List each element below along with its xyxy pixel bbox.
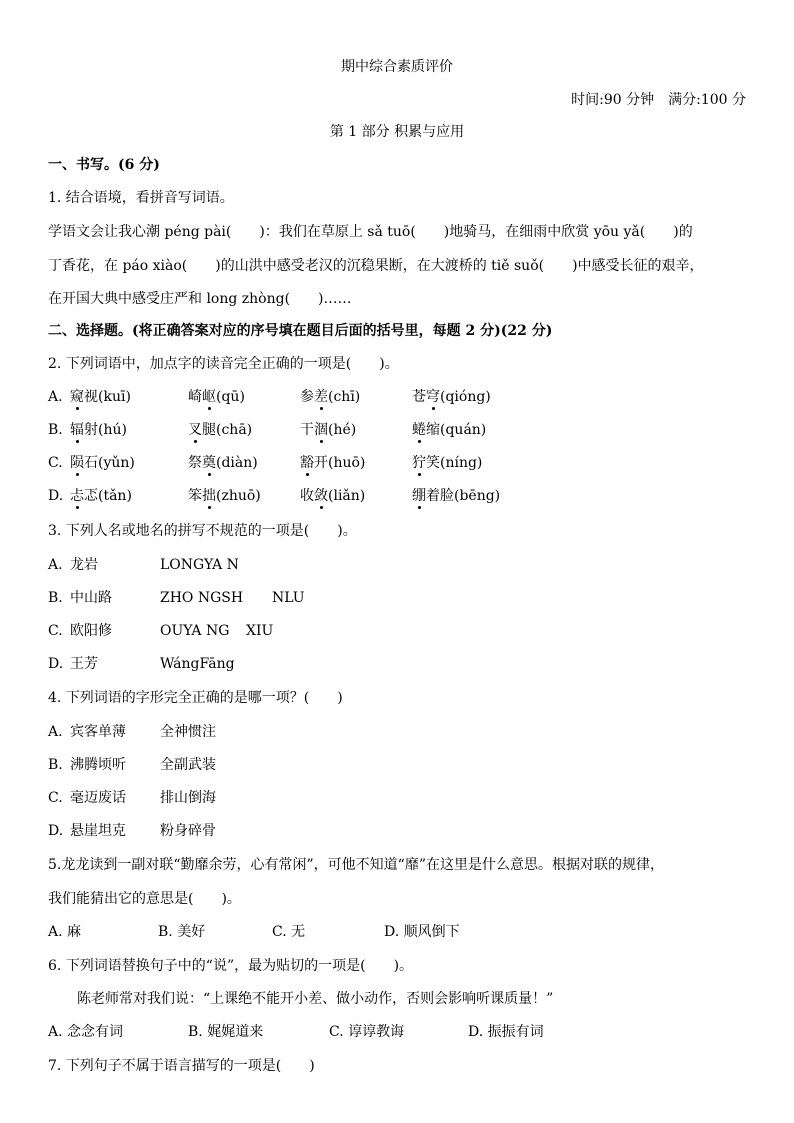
- option-text: 谆谆教诲: [348, 1024, 405, 1040]
- dotted-char: 蜷: [412, 422, 426, 438]
- place-name: 龙岩: [70, 557, 98, 573]
- section-1-title: 一、书写。(6 分): [48, 157, 160, 173]
- word-rest: 着脸(bēng): [426, 488, 501, 504]
- person-name: 王芳: [70, 656, 98, 672]
- option-label: D.: [384, 924, 400, 940]
- dotted-char: 豁: [300, 455, 314, 471]
- q2-d-word-4: [412, 486, 500, 506]
- option-label: B.: [158, 924, 173, 940]
- page-title: 期中综合素质评价: [341, 59, 453, 75]
- word-rest: 忑(tǎn): [84, 488, 132, 504]
- option-label: A.: [48, 724, 63, 740]
- word-rest: (liǎn): [328, 488, 366, 504]
- q2-d-word-1: [70, 486, 132, 506]
- option-text: 美好: [177, 924, 206, 940]
- q6-stem: 6. 下列词语替换句子中的“说”，最为贴切的一项是( )。: [48, 958, 414, 974]
- dotted-char: 窥: [70, 389, 84, 405]
- option-label: C.: [272, 924, 287, 940]
- q5-option-c[interactable]: [272, 922, 305, 942]
- option-label: B.: [188, 1024, 203, 1040]
- option-label: D.: [468, 1024, 484, 1040]
- q2-c-word-1: [70, 453, 135, 473]
- pinyin-spelling-extra: XIU: [246, 623, 274, 639]
- q2-c-word-4: [412, 453, 482, 473]
- option-label: A.: [48, 389, 63, 405]
- option-label: A.: [48, 557, 63, 573]
- q2-a-word-4: [412, 387, 491, 407]
- phrase-1: 毫迈废话: [70, 790, 126, 806]
- q2-b-word-2: [188, 420, 252, 440]
- phrase-1: 悬崖坦克: [70, 823, 126, 839]
- q2-d-word-2: [188, 486, 261, 506]
- phrase-1: 沸腾顷听: [70, 757, 126, 773]
- phrase-1: 宾客单薄: [70, 724, 126, 740]
- dotted-char: 陨: [70, 455, 84, 471]
- word-pre: 收: [300, 488, 314, 504]
- dotted-char: 岖: [202, 389, 216, 405]
- q7-stem: 7. 下列句子不属于语言描写的一项是( ): [48, 1058, 315, 1074]
- option-label: B.: [48, 422, 63, 438]
- option-label: D.: [48, 656, 64, 672]
- word-pre: 崎: [188, 389, 202, 405]
- word-rest: 腿(chā): [202, 422, 253, 438]
- q1-line-1: 学语文会让我心潮 péng pài( )：我们在草原上 sǎ tuō( )地骑马，在细雨中欣赏 yōu yǎ( )的: [48, 224, 693, 240]
- q2-d-word-3: [300, 486, 365, 506]
- word-pre: 笨: [188, 488, 202, 504]
- q4-stem: 4. 下列词语的字形完全正确的是哪一项？( ): [48, 690, 343, 706]
- word-pre: 苍: [412, 389, 426, 405]
- pinyin-spelling: WángFāng: [160, 656, 235, 672]
- dotted-char: 奠: [202, 455, 216, 471]
- q5-stem-line-2: 我们能猜出它的意思是( )。: [48, 891, 241, 907]
- person-name: 欧阳修: [70, 623, 112, 639]
- option-label: C.: [48, 623, 63, 639]
- option-text: 念念有词: [67, 1024, 124, 1040]
- option-label: D.: [48, 823, 64, 839]
- option-label: B.: [48, 757, 63, 773]
- word-rest: (qióng): [440, 389, 491, 405]
- q1-stem: 1. 结合语境，看拼音写词语。: [48, 190, 234, 206]
- option-label: C.: [48, 455, 63, 471]
- q5-option-b[interactable]: [158, 922, 205, 942]
- dotted-char: 叉: [188, 422, 202, 438]
- dotted-char: 绷: [412, 488, 426, 504]
- pinyin-spelling-extra: NLU: [272, 590, 305, 606]
- q6-option-b[interactable]: [188, 1022, 263, 1042]
- word-rest: (zhuō): [216, 488, 261, 504]
- phrase-2: 全副武装: [160, 757, 216, 773]
- option-label: A.: [48, 924, 63, 940]
- option-label: C.: [329, 1024, 344, 1040]
- dotted-char: 拙: [202, 488, 216, 504]
- dotted-char: 涸: [314, 422, 328, 438]
- option-text: 麻: [67, 924, 82, 940]
- q6-option-d[interactable]: [468, 1022, 544, 1042]
- option-text: 振振有词: [487, 1024, 544, 1040]
- q2-b-word-1: [70, 420, 127, 440]
- pinyin-spelling: LONGYA N: [160, 557, 239, 573]
- q5-stem-line-1: 5.龙龙读到一副对联“勤靡余劳，心有常闲”，可他不知道“靡”在这里是什么意思。根据对联的规律，: [48, 857, 664, 873]
- q5-option-a[interactable]: [48, 922, 81, 942]
- phrase-2: 全神惯注: [160, 724, 216, 740]
- q6-quote: 陈老师常对我们说：“上课绝不能开小差、做小动作，否则会影响听课质量！”: [77, 991, 554, 1007]
- option-label: D.: [48, 488, 64, 504]
- q1-line-3: 在开国大典中感受庄严和 long zhòng( )……: [48, 291, 352, 307]
- dotted-char: 辐: [70, 422, 84, 438]
- phrase-2: 排山倒海: [160, 790, 216, 806]
- exam-meta: 时间:90 分钟 满分:100 分: [571, 92, 746, 108]
- word-rest: 石(yǔn): [84, 455, 135, 471]
- word-pre: 参: [300, 389, 314, 405]
- dotted-char: 敛: [314, 488, 328, 504]
- option-text: 顺风倒下: [403, 924, 460, 940]
- word-rest: (qū): [216, 389, 245, 405]
- q2-c-word-3: [300, 453, 365, 473]
- q2-b-word-3: [300, 420, 356, 440]
- q2-a-word-1: [70, 387, 131, 407]
- option-text: 无: [291, 924, 306, 940]
- word-rest: (diàn): [216, 455, 258, 471]
- word-rest: 缩(quán): [426, 422, 487, 438]
- q2-b-word-4: [412, 420, 486, 440]
- q2-c-word-2: [188, 453, 258, 473]
- word-rest: 开(huō): [314, 455, 366, 471]
- word-rest: (hé): [328, 422, 357, 438]
- word-pre: 干: [300, 422, 314, 438]
- part-heading: 第 1 部分 积累与应用: [329, 124, 465, 140]
- q1-line-2: 丁香花，在 páo xiào( )的山洪中感受老汉的沉稳果断，在大渡桥的 tiě suǒ( )中感受长征的艰辛，: [48, 258, 704, 274]
- option-label: B.: [48, 590, 63, 606]
- section-2-title: 二、选择题。(将正确答案对应的序号填在题目后面的括号里，每题 2 分)(22 分): [48, 323, 553, 339]
- q2-a-word-2: [188, 387, 245, 407]
- word-rest: 视(kuī): [84, 389, 131, 405]
- place-name: 中山路: [70, 590, 112, 606]
- option-text: 娓娓道来: [207, 1024, 264, 1040]
- q2-stem: 2. 下列词语中，加点字的读音完全正确的一项是( )。: [48, 356, 399, 372]
- pinyin-spelling: OUYA NG: [160, 623, 230, 639]
- word-pre: 祭: [188, 455, 202, 471]
- word-rest: (chī): [328, 389, 361, 405]
- dotted-char: 忐: [70, 488, 84, 504]
- q2-a-word-3: [300, 387, 360, 407]
- word-rest: 射(hú): [84, 422, 127, 438]
- dotted-char: 差: [314, 389, 328, 405]
- dotted-char: 穹: [426, 389, 440, 405]
- phrase-2: 粉身碎骨: [160, 823, 216, 839]
- option-label: C.: [48, 790, 63, 806]
- q3-stem: 3. 下列人名或地名的拼写不规范的一项是( )。: [48, 523, 357, 539]
- q6-option-a[interactable]: [48, 1022, 123, 1042]
- q6-option-c[interactable]: [329, 1022, 404, 1042]
- q5-option-d[interactable]: [384, 922, 460, 942]
- word-rest: 笑(níng): [426, 455, 483, 471]
- pinyin-spelling: ZHO NGSH: [160, 590, 244, 606]
- option-label: A.: [48, 1024, 63, 1040]
- dotted-char: 狞: [412, 455, 426, 471]
